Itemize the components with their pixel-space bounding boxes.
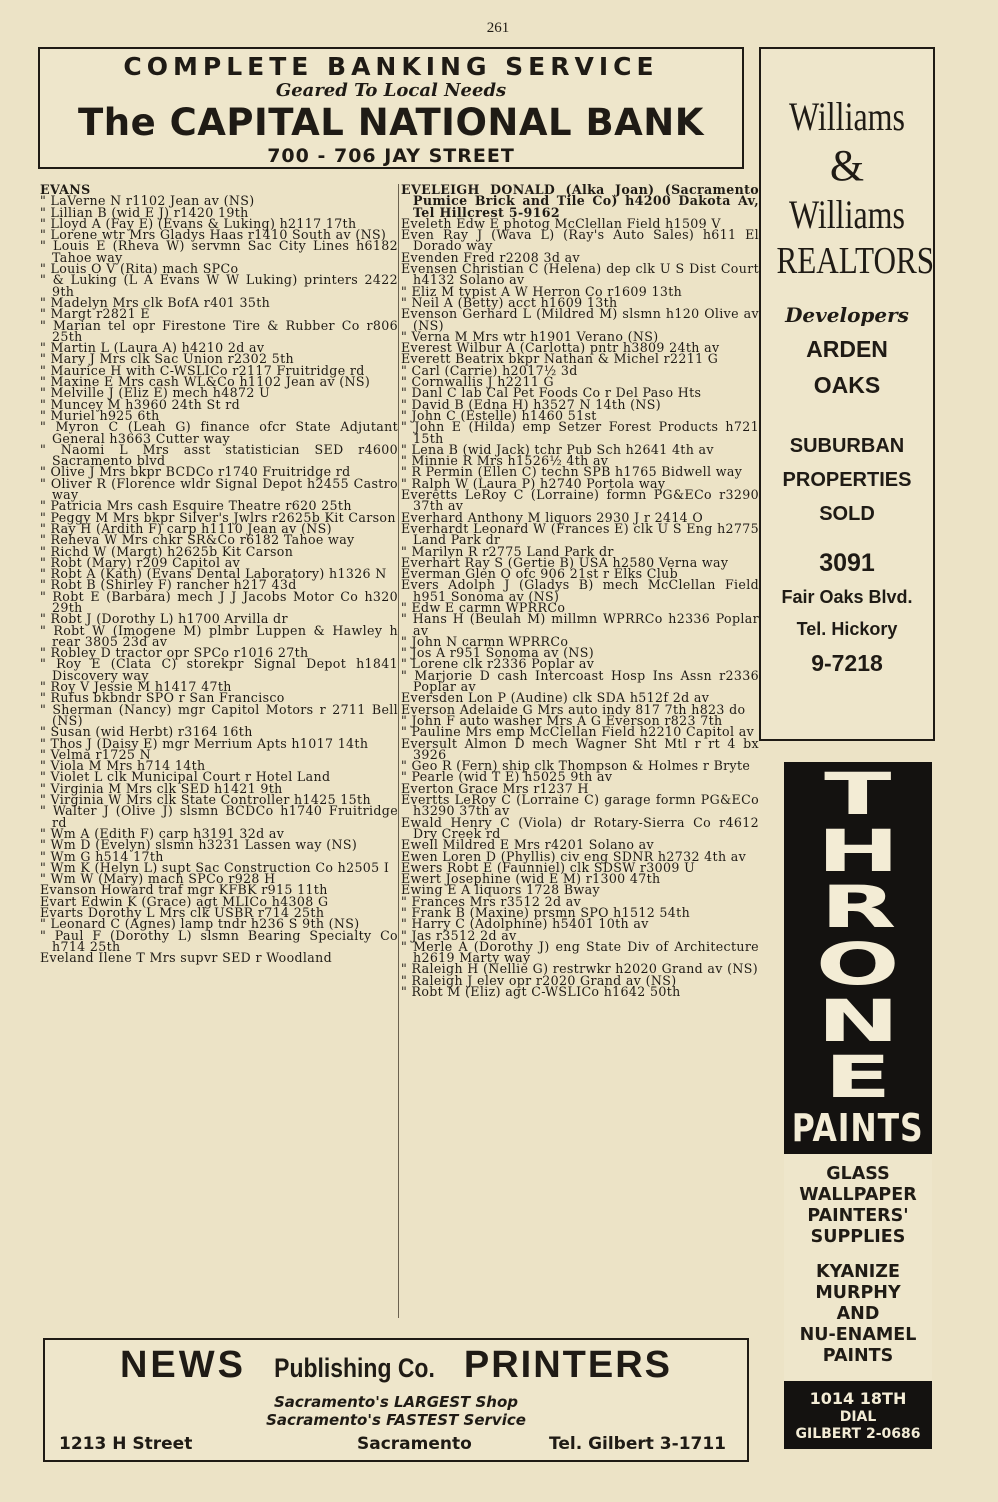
directory-entry: " John C (Estelle) h1460 51st — [401, 407, 597, 423]
throne-supplies: SUPPLIES — [810, 1227, 906, 1247]
directory-entry: " Wm A (Edith F) carp h3191 32d av — [40, 825, 285, 841]
directory-entry: " Velma r1725 N — [40, 746, 152, 762]
directory-entry: " R Permin (Ellen C) techn SPB h1765 Bidwell way — [401, 464, 743, 480]
directory-entry: Ewell Mildred E Mrs r4201 Solano av — [401, 837, 655, 853]
throne-kyanize: KYANIZE — [816, 1262, 900, 1282]
throne-address: 1014 18TH — [809, 1389, 907, 1408]
directory-entry: " Madelyn Mrs clk BofA r401 35th — [40, 294, 271, 310]
page-number: 261 — [486, 20, 510, 36]
throne-glass: GLASS — [826, 1164, 890, 1184]
capital-national-bank-ad — [38, 47, 744, 169]
directory-entry: " John N carmn WPRRCo — [401, 633, 569, 649]
directory-column-left — [40, 184, 398, 1318]
throne-letter: O — [816, 929, 900, 998]
directory-entry: Eversden Lon P (Audine) clk SDA h512f 2d av — [401, 690, 710, 706]
directory-entry: EVANS — [40, 184, 91, 197]
directory-entry: " Patricia Mrs cash Esquire Theatre r620 25th — [40, 498, 352, 514]
directory-entry: Even Ray J (Wava L) (Ray's Auto Sales) h611 El Dorado way — [401, 227, 759, 254]
directory-entry: " Harry C (Adolphine) h5401 10th av — [401, 916, 649, 932]
directory-entry: " LaVerne N r1102 Jean av (NS) — [40, 193, 255, 209]
directory-entry: Evers Adolph J (Gladys B) mech McClellan Field h951 Sonoma av (NS) — [401, 577, 759, 604]
throne-wallpaper: WALLPAPER — [799, 1185, 917, 1205]
directory-entry: " Violet L clk Municipal Court r Hotel Land — [40, 769, 331, 785]
directory-entry: " Robt (Mary) r209 Capitol av — [40, 554, 241, 570]
directory-entry: " Robt B (Shirley F) rancher h217 43d — [40, 577, 297, 593]
directory-entry: " Lena B (wid Jack) tchr Pub Sch h2641 4th av — [401, 441, 714, 457]
throne-paints: PAINTS — [792, 1105, 924, 1150]
throne-nuenamel: NU-ENAMEL — [799, 1325, 917, 1345]
directory-entry: " Eliz M typist A W Herron Co r1609 13th — [401, 283, 683, 299]
ww-oaks: OAKS — [813, 372, 881, 398]
directory-entry: " Susan (wid Herbt) r3164 16th — [40, 724, 253, 740]
ww-realtors: REALTORS — [776, 240, 935, 282]
directory-entry: " Robt M (Eliz) agt C-WSLICo h1642 50th — [401, 984, 681, 1000]
directory-entry: " Leonard C (Agnes) lamp tndr h236 S 9th (NS) — [40, 916, 360, 932]
directory-entry: " Ralph W (Laura P) h2740 Portola way — [401, 475, 666, 491]
directory-entry: " Jos A r951 Sonoma av (NS) — [401, 645, 594, 661]
directory-entry: " Hans H (Beulah M) millmn WPRRCo h2336 Poplar av — [401, 611, 759, 638]
throne-murphy: MURPHY — [815, 1283, 901, 1303]
directory-entry: " Martin L (Laura A) h4210 2d av — [40, 340, 265, 356]
throne-phone: GILBERT 2-0686 — [795, 1426, 921, 1442]
directory-entry: " Marjorie D cash Intercoast Hosp Ins Assn r2336 Poplar av — [401, 667, 759, 695]
directory-entry: " Olive J Mrs bkpr BCDCo r1740 Fruitridge rd — [40, 464, 351, 480]
directory-entry: Ewert Josephine (wid E M) r1300 47th — [401, 871, 661, 887]
directory-entry: Everhard Anthony M liquors 2930 J r 2414 O — [401, 509, 704, 525]
directory-entry: Everetts LeRoy C (Lorraine) formn PG&ECo r3290 37th av — [401, 487, 759, 514]
directory-entry: " John E (Hilda) emp Setzer Forest Products h721 15th — [401, 419, 759, 446]
directory-entry: " Robt E (Barbara) mech J J Jacobs Motor Co h320 29th — [40, 588, 398, 615]
directory-entry: Evenson Gerhard L (Mildred M) slsmn h120 Olive av (NS) — [401, 306, 759, 333]
throne-painters: PAINTERS' — [807, 1206, 909, 1226]
directory-entry: Everson Adelaide G Mrs auto indy 817 7th h823 do — [401, 701, 746, 717]
directory-entry: " Louis O V (Rita) mach SPCo — [40, 261, 239, 277]
directory-entry: Evertts LeRoy C (Lorraine C) garage formn PG&ECo h3290 37th av — [401, 792, 759, 819]
throne-letter: H — [816, 816, 900, 885]
ww-properties: PROPERTIES — [782, 469, 912, 491]
directory-entry: " Robt W (Imogene M) plmbr Luppen & Hawley h rear 3805 23d av — [40, 622, 398, 649]
bank-ad-name: The CAPITAL NATIONAL BANK — [78, 101, 704, 144]
directory-entry: " Muncey M h3960 24th St rd — [40, 396, 241, 412]
directory-entry: " Sherman (Nancy) mgr Capitol Motors r 2711 Bell (NS) — [40, 701, 398, 728]
directory-entry: Everett Beatrix bkpr Nathan & Michel r2211 G — [401, 351, 719, 367]
ww-sold: SOLD — [819, 503, 875, 525]
directory-entry: " Roy E (Clata C) storekpr Signal Depot h1841 Discovery way — [40, 656, 398, 683]
directory-entry: Ewers Robt E (Faunniel) clk SDSW r3009 U — [401, 859, 696, 875]
directory-entry: " Peggy M Mrs bkpr Silver's Jwlrs r2625b Kit Carson — [40, 509, 396, 525]
directory-entry: " Raleigh J elev opr r2020 Grand av (NS) — [401, 972, 677, 988]
news-word: NEWS — [119, 1344, 246, 1386]
directory-entry: " Geo R (Fern) ship clk Thompson & Holmes r Bryte — [401, 758, 751, 774]
directory-entry: " Wm D (Evelyn) slsmn h3231 Lassen way (NS) — [40, 837, 358, 853]
directory-entry: Eveleth Edw E photog McClellan Field h1509 V — [401, 215, 721, 231]
throne-address-block — [784, 1381, 932, 1449]
directory-entry: Everhart Ray S (Gertie B) USA h2580 Verna way — [401, 554, 729, 570]
throne-letter: E — [824, 1043, 892, 1112]
directory-entry: " & Luking (L A Evans W W Luking) printers 2422 9th — [40, 272, 398, 299]
throne-letter: N — [816, 986, 900, 1055]
ww-developers: Developers — [785, 303, 909, 327]
directory-entry: Everhardt Leonard W (Frances E) clk U S Eng h2775 Land Park dr — [401, 520, 759, 548]
directory-entry: " David B (Edna H) h3527 N 14th (NS) — [401, 396, 662, 412]
directory-entry: " Cornwallis J h2211 G — [401, 374, 554, 390]
directory-entry: " Verna M Mrs wtr h1901 Verano (NS) — [401, 328, 659, 344]
directory-column-middle — [401, 184, 759, 1318]
directory-entry: " Oliver R (Florence wldr Signal Depot h2455 Castro way — [40, 475, 398, 503]
directory-entry: " Reheva W Mrs chkr SR&Co r6182 Tahoe way — [40, 532, 355, 548]
news-printers: PRINTERS — [463, 1344, 673, 1386]
directory-entry: " Walter J (Olive J) slsmn BCDCo h1740 Fruitridge rd — [40, 803, 398, 830]
news-tagline1: Sacramento's LARGEST Shop — [273, 1393, 519, 1411]
directory-entry: Ewing E A liquors 1728 Bway — [401, 882, 600, 898]
news-publishing: Publishing Co. — [274, 1353, 436, 1383]
news-publishing-ad — [43, 1338, 749, 1462]
directory-entry: " Pauline Mrs emp McClellan Field h2210 Capitol av — [401, 724, 755, 740]
news-tagline2: Sacramento's FASTEST Service — [266, 1411, 526, 1429]
directory-entry: " Lloyd A (Fay E) (Evans & Luking) h2117 17th — [40, 215, 357, 231]
directory-entry: Everman Glen O ofc 906 21st r Elks Club — [401, 566, 679, 582]
directory-entry: " Muriel h925 6th — [40, 407, 160, 423]
directory-entry: " Wm W (Mary) mach SPCo r928 H — [40, 871, 276, 887]
directory-entry: " Virginia W Mrs clk State Controller h1425 15th — [40, 792, 371, 808]
directory-entry: Everest Wilbur A (Carlotta) pntr h3809 24th av — [401, 340, 720, 356]
directory-entry: Evarts Dorothy L Mrs clk USBR r714 25th — [40, 905, 325, 920]
directory-entry: Evensen Christian C (Helena) dep clk U S Dist Court h4132 Solano av — [401, 261, 759, 288]
news-tel: Tel. Gilbert 3-1711 — [549, 1434, 727, 1454]
ww-phone: 9-7218 — [811, 650, 883, 676]
bank-ad-address: 700 - 706 JAY STREET — [267, 145, 515, 167]
directory-entry: Evanson Howard traf mgr KFBK r915 11th — [40, 882, 328, 898]
directory-entry: " Rufus bkbndr SPO r San Francisco — [40, 690, 285, 706]
ww-number: 3091 — [819, 549, 875, 577]
directory-entry: Eveland Ilene T Mrs supvr SED r Woodland — [40, 950, 333, 966]
directory-entry: " Robt J (Dorothy L) h1700 Arvilla dr — [40, 611, 288, 627]
directory-entry: " Maxine E Mrs cash WL&Co h1102 Jean av (NS) — [40, 374, 371, 390]
directory-entry: " Maurice H with C-WSLICo r2117 Fruitridge rd — [40, 362, 365, 378]
directory-entry: " Merle A (Dorothy J) eng State Div of Architecture h2619 Marty way — [401, 938, 759, 966]
directory-entry: " Wm K (Helyn L) supt Sac Construction Co h2505 I — [40, 859, 390, 875]
directory-entry: " Naomi L Mrs asst statistician SED r4600 Sacramento blvd — [40, 441, 398, 469]
directory-entry: " Robt A (Kath) (Evans Dental Laboratory) h1326 N — [40, 566, 387, 582]
directory-entry: " Danl C lab Cal Pet Foods Co r Del Paso Hts — [401, 385, 702, 401]
directory-entry: " Robley D tractor opr SPCo r1016 27th — [40, 645, 309, 661]
throne-dial: DIAL — [839, 1409, 877, 1425]
directory-entry: " Thos J (Daisy E) mgr Merrium Apts h1017 14th — [40, 735, 369, 751]
throne-letter: T — [824, 760, 892, 828]
directory-entry: Evart Edwin K (Grace) agt MLICo h4308 G — [40, 893, 329, 909]
directory-entry: " Louis E (Rheva W) servmn Sac City Lines h6182 Tahoe way — [40, 238, 398, 265]
directory-entry: Evenden Fred r2208 3d av — [401, 249, 580, 265]
ww-tel: Tel. Hickory — [796, 619, 898, 639]
directory-entry: Eversult Almon D mech Wagner Sht Mtl r rt 4 bx 3926 — [401, 735, 759, 762]
directory-entry: " Marian tel opr Firestone Tire & Rubber Co r806 25th — [40, 317, 398, 344]
williams-realtors-ad — [759, 47, 935, 741]
directory-entry: " Minnie R Mrs h1526½ 4th av — [401, 453, 609, 469]
ww-arden: ARDEN — [806, 336, 888, 362]
directory-entry: " Ray H (Ardith F) carp h1110 Jean av (NS) — [40, 520, 332, 536]
directory-entry: Everton Grace Mrs r1237 H — [401, 780, 589, 796]
throne-letter: R — [820, 873, 896, 942]
directory-entry: " Roy V Jessie M h1417 47th — [40, 679, 232, 695]
directory-entry: " Jas r3512 2d av — [401, 927, 517, 943]
ww-name1: Williams — [788, 94, 906, 139]
news-city: Sacramento — [357, 1434, 472, 1454]
directory-entry: " Marilyn R r2775 Land Park dr — [401, 543, 614, 559]
ww-ampersand: & — [829, 141, 865, 190]
directory-entry: " Neil A (Betty) acct h1609 13th — [401, 294, 618, 310]
ww-street: Fair Oaks Blvd. — [781, 587, 913, 607]
throne-paints-ad — [784, 760, 932, 1442]
directory-entry: " Frances Mrs r3512 2d av — [401, 893, 582, 909]
directory-entry: " Frank B (Maxine) prsmn SPO h1512 54th — [401, 905, 691, 920]
directory-entry: EVELEIGH DONALD (Alka Joan) (Sacramento Pumice Brick and Tile Co) h4200 Dakota Av, Tel Hillcrest 5-9162 — [401, 184, 759, 220]
directory-entry: " Myron C (Leah G) finance ofcr State Adjutant General h3663 Cutter way — [40, 419, 398, 446]
directory-entry: " Margt r2821 E — [40, 306, 150, 322]
directory-entry: " Lorene wtr Mrs Gladys Haas r1410 South av (NS) — [40, 227, 387, 243]
directory-entry: Ewald Henry C (Viola) dr Rotary-Sierra Co r4612 Dry Creek rd — [401, 814, 759, 841]
directory-entry: " John F auto washer Mrs A G Everson r823 7th — [401, 712, 723, 728]
news-street: 1213 H Street — [59, 1434, 193, 1454]
directory-entry: " Carl (Carrie) h2017½ 3d — [401, 362, 578, 378]
ww-suburban: SUBURBAN — [789, 435, 905, 457]
directory-entry: " Wm G h514 17th — [40, 848, 164, 864]
directory-entry: " Viola M Mrs h714 14th — [40, 758, 206, 774]
news-ad-headline — [45, 1344, 747, 1387]
throne-logo-block — [784, 762, 932, 1154]
directory-entry: " Raleigh H (Nellie G) restrwkr h2020 Grand av (NS) — [401, 961, 758, 977]
directory-entry: " Virginia M Mrs clk SED h1421 9th — [40, 780, 283, 796]
throne-and: AND — [836, 1304, 880, 1324]
directory-entry: " Lillian B (wid E J) r1420 19th — [40, 204, 249, 220]
directory-entry: " Richd W (Margt) h2625b Kit Carson — [40, 543, 294, 559]
column-divider — [398, 184, 399, 1318]
directory-entry: " Paul F (Dorothy L) slsmn Bearing Specialty Co h714 25th — [40, 927, 398, 954]
ww-name2: Williams — [788, 192, 906, 237]
bank-ad-line1: COMPLETE BANKING SERVICE — [123, 52, 659, 81]
directory-entry: " Lorene clk r2336 Poplar av — [401, 656, 595, 672]
directory-entry: " Edw E carmn WPRRCo — [401, 599, 566, 615]
directory-entry: " Pearle (wid T E) h5025 9th av — [401, 769, 613, 785]
bank-ad-line2: Geared To Local Needs — [275, 80, 507, 101]
directory-entry: " Melville J (Eliz E) mech h4872 U — [40, 385, 271, 401]
directory-entry: Ewen Loren D (Phyllis) civ eng SDNR h2732 4th av — [401, 848, 747, 864]
throne-paints2: PAINTS — [822, 1346, 894, 1366]
directory-entry: " Mary J Mrs clk Sac Union r2302 5th — [40, 351, 294, 367]
